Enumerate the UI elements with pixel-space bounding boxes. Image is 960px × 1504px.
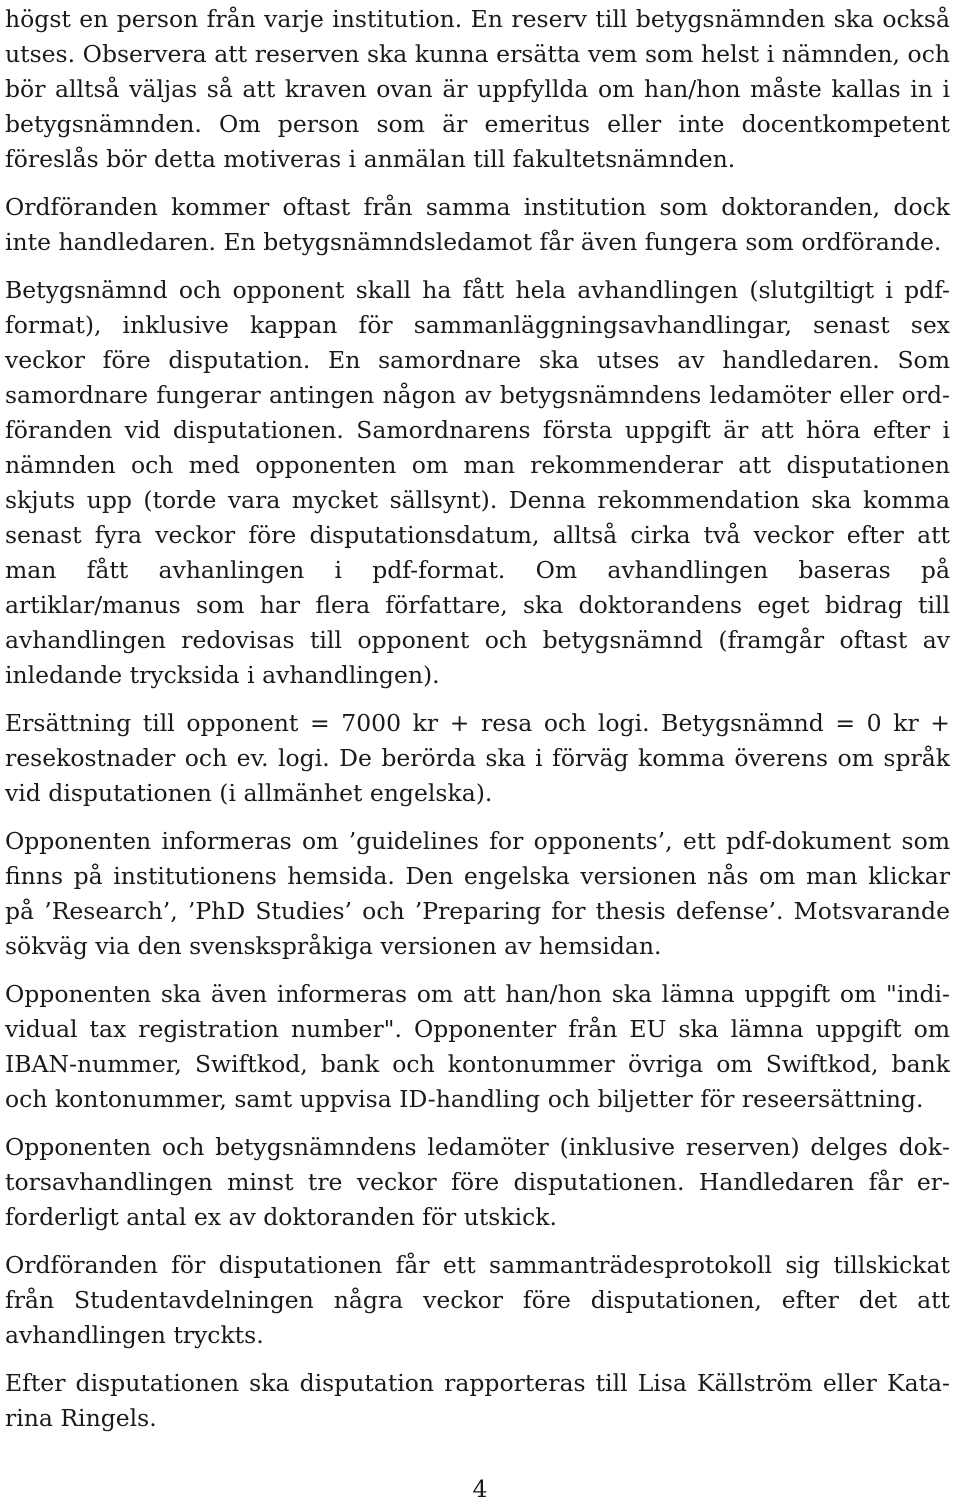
paragraph-sammantradesprotokoll: Ordföranden för disputationen får ett sammanträdesprotokoll sig tillskickat från Studentavdelningen några veckor före disputationen, efter det att avhandlingen tryckts. [5,1251,950,1349]
paragraph-tax-registration: Opponenten ska även informeras om att han/hon ska lämna uppgift om "individual tax registration number". Opponenter från EU ska lämna uppgift om IBAN-nummer, Swiftkod, bank och kontonummer övriga om Swiftkod, bank och kontonummer, samt uppvisa ID-handling och biljetter för reseersättning. [5,980,950,1113]
paragraph-rapportering: Efter disputationen ska disputation rapporteras till Lisa Källström eller Katarina Ringels. [5,1369,950,1432]
paragraph-betygsnamnd-reserv: högst en person från varje institution. En reserv till betygsnämnden ska också utses. Observera att reserven ska kunna ersätta vem som helst i nämnden, och bör alltså väljas så att kraven ovan är uppfyllda om han/hon måste kallas in i betygsnämnden. Om person som är emeritus eller inte docentkompetent föreslås bör detta motiveras i anmälan till fakultetsnämnden. [5,5,950,173]
paragraph-guidelines: Opponenten informeras om ’guidelines for opponents’, ett pdf-dokument som finns på institutionens hemsida. Den engelska versionen nås om man klickar på ’Research’, ’PhD Studies’ och ’Preparing for thesis defense’. Motsvarande sökväg via den svenskspråkiga versionen av hemsidan. [5,827,950,960]
paragraph-ersattning: Ersättning till opponent = 7000 kr + resa och logi. Betygsnämnd = 0 kr + resekostnader och ev. logi. De berörda ska i förväg komma överens om språk vid disputationen (i allmänhet engelska). [5,709,950,807]
paragraph-delges-avhandling: Opponenten och betygsnämndens ledamöter (inklusive reserven) delges doktorsavhandlingen minst tre veckor före disputationen. Handledaren får erforderligt antal ex av doktoranden för utskick. [5,1133,950,1231]
page-number: 4 [472,1475,488,1503]
paragraph-avhandling-samordnare: Betygsnämnd och opponent skall ha fått hela avhandlingen (slutgiltigt i pdf-format), inklusive kappan för sammanläggningsavhandlingar, senast sex veckor före disputation. En samordnare ska utses av handledaren. Som samordnare fungerar antingen någon av betygsnämndens ledamöter eller ordföranden vid disputationen. Samordnarens första uppgift är att höra efter i nämnden och med opponenten om man rekommenderar att disputationen skjuts upp (torde vara mycket sällsynt). Denna rekommendation ska komma senast fyra veckor före disputationsdatum, alltså cirka två veckor efter att man fått avhanlingen i pdf-format. Om avhandlingen baseras på artiklar/manus som har flera författare, ska doktorandens eget bidrag till avhandlingen redovisas till opponent och betygsnämnd (framgår oftast av inledande trycksida i avhandlingen). [5,276,950,689]
paragraph-ordforande: Ordföranden kommer oftast från samma institution som doktoranden, dock inte handledaren. En betygsnämndsledamot får även fungera som ordförande. [5,193,950,256]
